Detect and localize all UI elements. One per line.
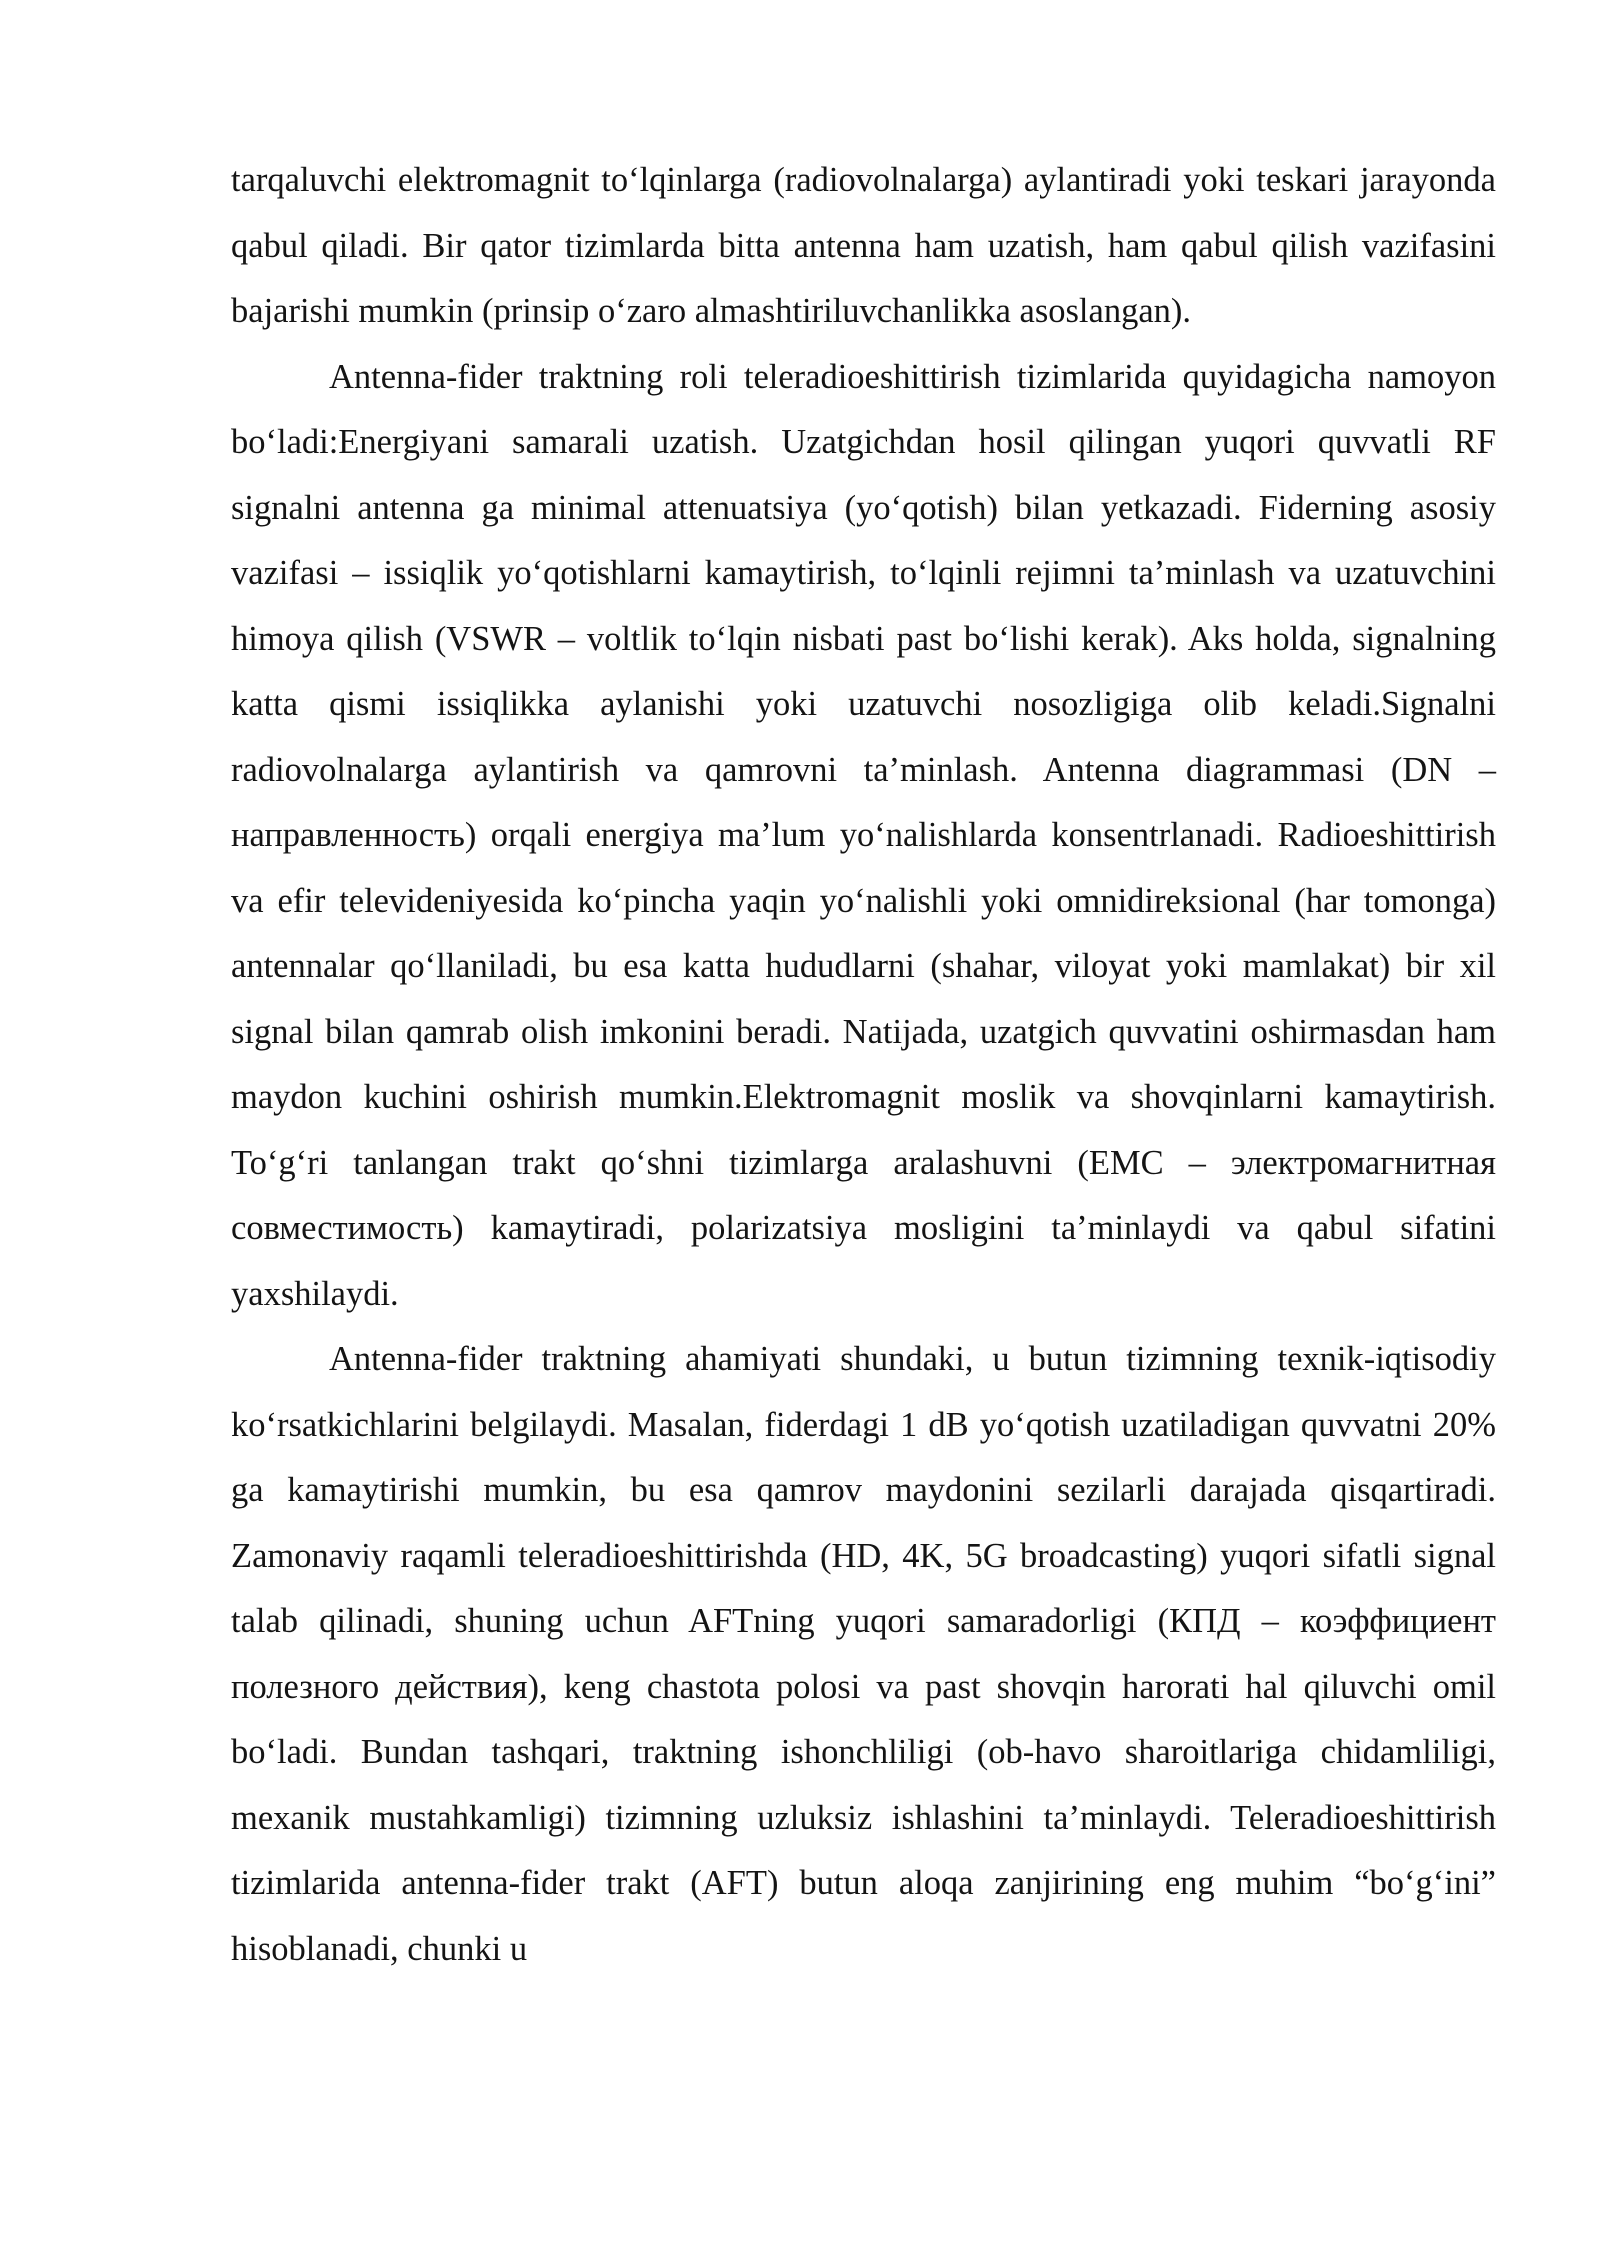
paragraph-importance-of-antenna-feeder: Antenna-fider traktning ahamiyati shundaki, u butun tizimning texnik-iqtisodiy ko‘rsatkichlarini belgilaydi. Masalan, fiderdagi 1 dB yo‘qotish uzatiladigan quvvatni 20% ga kamaytirishi mumkin, bu esa qamrov maydonini sezilarli darajada qisqartiradi. Zamonaviy raqamli teleradioeshittirishda (HD, 4K, 5G broadcasting) yuqori sifatli signal talab qilinadi, shuning uchun AFTning yuqori samaradorligi (КПД – коэффициент полезного действия), keng chastota polosi va past shovqin harorati hal qiluvchi omil bo‘ladi. Bundan tashqari, traktning ishonchliligi (ob-havo sharoitlariga chidamliligi, mexanik mustahkamligi) tizimning uzluksiz ishlashini ta’minlaydi. Teleradioeshittirish tizimlarida antenna-fider trakt (AFT) butun aloqa zanjirining eng muhim “bo‘g‘ini” hisoblanadi, chunki u xyxy=(231,1340,1496,1968)
paragraph-role-of-antenna-feeder: Antenna-fider traktning roli teleradioeshittirish tizimlarida quyidagicha namoyon bo‘ladi:Energiyani samarali uzatish. Uzatgichdan hosil qilingan yuqori quvvatli RF signalni antenna ga minimal attenuatsiya (yo‘qotish) bilan yetkazadi. Fiderning asosiy vazifasi – issiqlik yo‘qotishlarni kamaytirish, to‘lqinli rejimni ta’minlash va uzatuvchini himoya qilish (VSWR – voltlik to‘lqin nisbati past bo‘lishi kerak). Aks holda, signalning katta qismi issiqlikka aylanishi yoki uzatuvchi nosozligiga olib keladi.Signalni radiovolnalarga aylantirish va qamrovni ta’minlash. Antenna diagrammasi (DN – направленность) orqali energiya ma’lum yo‘nalishlarda konsentrlanadi. Radioeshittirish va efir televideniyesida ko‘pincha yaqin yo‘nalishli yoki omnidireksional (har tomonga) antennalar qo‘llaniladi, bu esa katta hududlarni (shahar, viloyat yoki mamlakat) bir xil signal bilan qamrab olish imkonini beradi. Natijada, uzatgich quvvatini oshirmasdan ham maydon kuchini oshirish mumkin.Elektromagnit moslik va shovqinlarni kamaytirish. To‘g‘ri tanlangan trakt qo‘shni tizimlarga aralashuvni (EMC – электромагнитная совместимость) kamaytiradi, polarizatsiya mosligini ta’minlaydi va qabul sifatini yaxshilaydi. xyxy=(231,357,1496,1313)
document-page xyxy=(231,148,1496,1982)
paragraph-intro-continuation: tarqaluvchi elektromagnit to‘lqinlarga (radiovolnalarga) aylantiradi yoki teskari jarayonda qabul qiladi. Bir qator tizimlarda bitta antenna ham uzatish, ham qabul qilish vazifasini bajarishi mumkin (prinsip o‘zaro almashtiriluvchanlikka asoslangan). xyxy=(231,161,1496,330)
